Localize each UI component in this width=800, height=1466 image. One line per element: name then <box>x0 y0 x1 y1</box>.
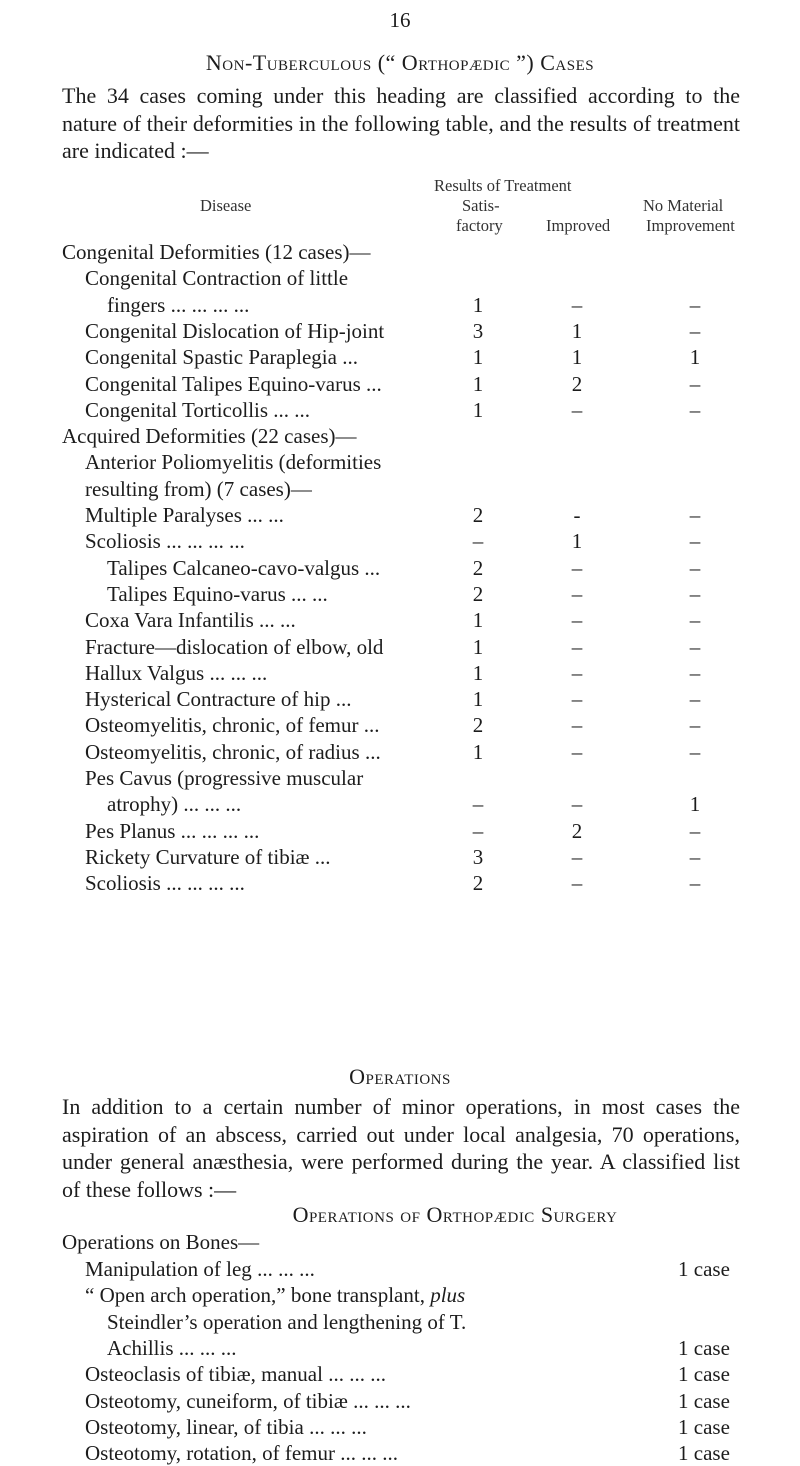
table-row-label: Congenital Dislocation of Hip-joint <box>85 319 385 343</box>
no-improvement-cell: – <box>689 819 701 843</box>
improved-cell: – <box>571 687 583 711</box>
no-improvement-cell: – <box>689 556 701 580</box>
operation-item-text: “ Open arch operation,” bone transplant, <box>85 1283 431 1307</box>
satisfactory-cell: – <box>472 792 484 816</box>
satisfactory-cell: 1 <box>472 372 484 396</box>
improved-cell: 2 <box>571 372 583 396</box>
no-improvement-cell: – <box>689 845 701 869</box>
satisfactory-cell: – <box>472 819 484 843</box>
no-improvement-cell: – <box>689 372 701 396</box>
column-satisfactory-bottom: factory <box>456 216 503 235</box>
improved-cell: – <box>571 398 583 422</box>
leader-dots: ... ... ... <box>322 1362 386 1386</box>
no-improvement-cell: – <box>689 871 701 895</box>
operation-count: 1 case <box>678 1441 730 1465</box>
table-row-label: Anterior Poliomyelitis (deformities <box>85 450 382 474</box>
table-row-label: Congenital Contraction of little <box>85 266 349 290</box>
leader-dots: ... ... ... <box>303 1415 367 1439</box>
table-row-label: Multiple Paralyses ... ... <box>85 503 284 527</box>
operation-count: 1 case <box>678 1257 730 1281</box>
operation-item-text: Osteotomy, rotation, of femur <box>85 1441 336 1465</box>
operation-item <box>85 1283 465 1308</box>
table-row-label: Pes Cavus (progressive muscular <box>85 766 364 790</box>
operation-count: 1 case <box>678 1415 730 1439</box>
no-improvement-cell: – <box>689 608 701 632</box>
operation-item-text: Steindler’s operation and lengthening of T. <box>107 1310 467 1334</box>
no-improvement-cell: – <box>689 398 701 422</box>
improved-cell: – <box>571 608 583 632</box>
results-header: Results of Treatment <box>434 176 572 195</box>
column-satisfactory-top: Satis- <box>462 196 500 215</box>
table-row-label: Hallux Valgus ... ... ... <box>85 661 268 685</box>
operation-count: 1 case <box>678 1336 730 1360</box>
improved-cell: - <box>573 503 581 527</box>
leader-dots: ... ... ... <box>347 1389 411 1413</box>
operation-item <box>107 1310 466 1335</box>
no-improvement-cell: – <box>689 661 701 685</box>
no-improvement-cell: – <box>689 293 701 317</box>
operation-item-text: Manipulation of leg <box>85 1257 252 1281</box>
table-row-label: Rickety Curvature of tibiæ ... <box>85 845 331 869</box>
no-improvement-cell: – <box>689 740 701 764</box>
improved-cell: – <box>571 871 583 895</box>
improved-cell: – <box>571 635 583 659</box>
no-improvement-cell: 1 <box>689 345 701 369</box>
table-row-label: Fracture—dislocation of elbow, old <box>85 635 384 659</box>
improved-cell: – <box>571 556 583 580</box>
table-row-label: Osteomyelitis, chronic, of femur ... <box>85 713 380 737</box>
no-improvement-cell: – <box>689 635 701 659</box>
column-no-material-top: No Material <box>643 196 724 215</box>
satisfactory-cell: 1 <box>472 740 484 764</box>
table-row-label: Talipes Equino-varus ... ... <box>107 582 328 606</box>
no-improvement-cell: – <box>689 529 701 553</box>
column-improved: Improved <box>546 216 611 235</box>
satisfactory-cell: 1 <box>472 687 484 711</box>
satisfactory-cell: 2 <box>472 556 484 580</box>
operation-item-text: Achillis <box>107 1336 174 1360</box>
leader-dots: ... ... ... <box>335 1441 399 1465</box>
leader-dots: ... ... ... <box>251 1257 315 1281</box>
operations-paragraph: In addition to a certain number of minor operations, in most cases the aspiration of an abscess, carried out under local analgesia, 70 operations, under general anæsthesia, were performed during the year. A classified list of these follows :— <box>62 1094 740 1202</box>
table-row-label: Scoliosis ... ... ... ... <box>85 871 245 895</box>
operation-item-text: Osteoclasis of tibiæ, manual <box>85 1362 323 1386</box>
table-row-label: atrophy) ... ... ... <box>107 792 242 816</box>
satisfactory-cell: – <box>472 529 484 553</box>
operation-count: 1 case <box>678 1362 730 1386</box>
operation-item <box>85 1441 398 1466</box>
table-row-label: Coxa Vara Infantilis ... ... <box>85 608 296 632</box>
no-improvement-cell: 1 <box>689 792 701 816</box>
operation-count: 1 case <box>678 1389 730 1413</box>
operation-item <box>107 1336 237 1361</box>
table-row-label: Congenital Torticollis ... ... <box>85 398 311 422</box>
operation-item <box>85 1362 386 1387</box>
table-row-label: Osteomyelitis, chronic, of radius ... <box>85 740 381 764</box>
operation-item <box>85 1389 411 1414</box>
satisfactory-cell: 2 <box>472 713 484 737</box>
operation-item-text: Osteotomy, linear, of tibia <box>85 1415 304 1439</box>
no-improvement-cell: – <box>689 503 701 527</box>
operation-item-italic: plus <box>430 1283 466 1307</box>
improved-cell: – <box>571 740 583 764</box>
satisfactory-cell: 1 <box>472 398 484 422</box>
satisfactory-cell: 1 <box>472 293 484 317</box>
improved-cell: 1 <box>571 529 583 553</box>
operations-heading: Operations <box>349 1064 451 1089</box>
intro-paragraph: The 34 cases coming under this heading are classified according to the nature of their deformities in the following table, and the results of treatment are indicated :— <box>62 83 740 163</box>
satisfactory-cell: 2 <box>472 503 484 527</box>
table-row-label: Congenital Talipes Equino-varus ... <box>85 372 382 396</box>
satisfactory-cell: 1 <box>472 635 484 659</box>
satisfactory-cell: 2 <box>472 871 484 895</box>
improved-cell: 1 <box>571 319 583 343</box>
improved-cell: – <box>571 713 583 737</box>
improved-cell: – <box>571 293 583 317</box>
improved-cell: 1 <box>571 345 583 369</box>
improved-cell: – <box>571 582 583 606</box>
satisfactory-cell: 1 <box>472 345 484 369</box>
improved-cell: – <box>571 661 583 685</box>
operations-group-label: Operations on Bones— <box>62 1230 260 1254</box>
operation-item <box>85 1257 315 1282</box>
table-row-label: Hysterical Contracture of hip ... <box>85 687 352 711</box>
satisfactory-cell: 2 <box>472 582 484 606</box>
no-improvement-cell: – <box>689 687 701 711</box>
table-row-label: Acquired Deformities (22 cases)— <box>62 424 357 448</box>
improved-cell: – <box>571 845 583 869</box>
satisfactory-cell: 3 <box>472 319 484 343</box>
satisfactory-cell: 1 <box>472 608 484 632</box>
operation-item <box>85 1415 367 1440</box>
table-row-label: Congenital Spastic Paraplegia ... <box>85 345 358 369</box>
column-disease: Disease <box>200 196 252 215</box>
table-row-label: Congenital Deformities (12 cases)— <box>62 240 371 264</box>
table-row-label: Scoliosis ... ... ... ... <box>85 529 245 553</box>
section-title: Non-Tuberculous (“ Orthopædic ”) Cases <box>205 50 595 75</box>
no-improvement-cell: – <box>689 582 701 606</box>
leader-dots: ... ... ... <box>173 1336 237 1360</box>
table-row-label: Talipes Calcaneo-cavo-valgus ... <box>107 556 381 580</box>
no-improvement-cell: – <box>689 713 701 737</box>
table-row-label: fingers ... ... ... ... <box>107 293 250 317</box>
operation-item-text: Osteotomy, cuneiform, of tibiæ <box>85 1389 348 1413</box>
satisfactory-cell: 3 <box>472 845 484 869</box>
satisfactory-cell: 1 <box>472 661 484 685</box>
page-number: 16 <box>389 8 411 32</box>
column-no-material-bottom: Improvement <box>646 216 735 235</box>
table-row-label: resulting from) (7 cases)— <box>85 477 312 501</box>
no-improvement-cell: – <box>689 319 701 343</box>
improved-cell: – <box>571 792 583 816</box>
operations-subheading: Operations of Orthopædic Surgery <box>292 1202 618 1227</box>
improved-cell: 2 <box>571 819 583 843</box>
table-row-label: Pes Planus ... ... ... ... <box>85 819 260 843</box>
